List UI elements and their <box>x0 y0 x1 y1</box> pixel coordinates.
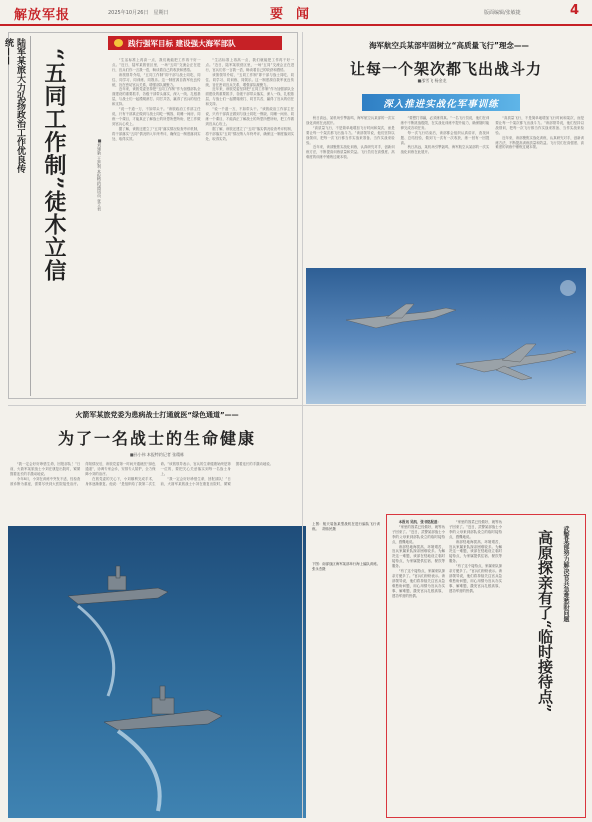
jets-caption: 上图：航天装备某型战机在进行编队飞行训练。 胡伟民摄 <box>312 522 380 531</box>
article1-paragraph: “生活标准上再高一点，我们就能把工作再干好一点。”近日，陆军某旅营区里，一场“五同”交流会正在进行，官兵们你一言我一语，畅谈着自己的收获和感悟。 <box>112 58 201 72</box>
article4-paragraph: “有了这个接待点，家属来队探亲方便多了。”官兵们纷纷表示。该部领导说，他们将持续关注官兵急难愁盼问题，用心用情为官兵办实事、解难题，激发官兵扎根高原、建功军营的热情。 <box>449 564 502 593</box>
article3-kicker: 火箭军某旅党委为患病战士打通就医“绿色通道”—— <box>75 411 239 419</box>
fighter-jets-illustration <box>306 268 586 404</box>
row-divider <box>8 405 586 406</box>
ships-caption: 下图：南部战区海军某部举行海上编队训练。 张永杰摄 <box>312 562 384 571</box>
article3-byline: ■孙小伟 本报特约记者 张精栋 <box>129 452 185 457</box>
article1-paragraph: 该旅领导介绍，“五同工作制”即干部与战士同吃、同住、同学习、同训练、同娱乐。这一制度源自我军优良传统，旨在密切官兵关系，增强部队凝聚力。 <box>205 72 294 87</box>
column-divider <box>302 32 303 818</box>
article3-paragraph: 在旅党委的关心下，小刘顺利完成手术，身体逐渐康复。他说：“是组织给了我第二次生命。”该旅领导表示，官兵的生命健康始终是第一位的，要把关心关爱落实到每一名战士身上。 <box>85 462 231 486</box>
article2-paragraph: “要想打得赢，必须练得真。”一名飞行员说，他们在训练中不断挑战极限，在实战化训练中提升能力，确保随时能够完成各项任务。 <box>400 116 490 130</box>
newspaper-logo: 解放军报 <box>14 8 71 23</box>
article3-paragraph: “我一定会好好珍惜生命，回报部队！”日前，火箭军某旅战士小刘在康复出院时，紧紧握着连长的手激动地说。 <box>160 462 274 486</box>
article1-headline: “五同工作制”徒木立信 <box>41 48 67 283</box>
article4-paragraph: “家里的饭菜已经做好，就等孩子回来了。”近日，武警某部战士小李的父母来到部队设立的临时接待点，感慨地说。 <box>392 524 445 544</box>
article1-byline: ■刘建新 王洪利 本报特约通讯员 张立君 <box>97 138 102 211</box>
article2-paragraph: 秋日高远，某机场引擎轰鸣，海军航空兵某部的一次实战化训练在此展开。 <box>306 116 395 125</box>
article2-paragraph: “高质量飞行，不是简单地增加飞行时间和架次，而是要让每一个架次都飞出战斗力。”该部领导说，他们坚持以战领训，把每一次飞行都当作实战来准备、当作实战来检验。 <box>306 125 395 145</box>
article3-body <box>10 462 306 524</box>
article2-paragraph: 每一次飞行结束后，该部都会组织认真讲评，查找问题、总结经验，做到飞一次有一次收获，练一回有一回提高。 <box>400 130 490 145</box>
article4-paragraph: “家里的饭菜已经做好，就等孩子回来了。”近日，武警某部战士小李的父母来到部队设立的临时接待点，感慨地说。 <box>449 520 502 539</box>
kicker-rule <box>30 36 31 396</box>
warships-photo <box>8 526 306 818</box>
article4-byline: 本报讯 吴凯、张书铭报道： <box>398 520 441 524</box>
article4-headline: 高原探亲有了“临时接待点” <box>536 530 554 713</box>
article4-body <box>392 520 502 812</box>
page-number: 4 <box>570 3 580 18</box>
article2-paragraph: 近年来，该部聚焦实战化训练，认真研究对手，创新训练方法，不断提高训练质量和效益。飞行员们在高强度、高难度的训练中锤炼过硬本领。 <box>306 145 395 160</box>
article1-paragraph: 近年来，该旅党委坚持把“五同工作制”作为加强部队全面建设的重要抓手，各级干部带头落实，深入一线、扎根基层，与战士们一起摸爬滚打、同甘共苦，赢得了官兵的信任和支持。 <box>112 87 201 107</box>
article4-kicker: 武警某部努力解决官兵急难愁盼问题 <box>562 526 569 622</box>
article2-headline: 让每一个架次都飞出战斗力 <box>349 60 542 78</box>
banner-text: 践行强军目标 建设强大海军部队 <box>128 38 236 48</box>
masthead <box>0 0 592 26</box>
article1-paragraph: 据了解，该旅还建立了“五同”落实情况检查考评机制，将干部落实“五同”情况纳入年终考评，确保这一制度落到实处、取得实效。 <box>112 126 201 141</box>
article1-body <box>112 58 294 396</box>
article2-byline: ■邵雪飞 杨金龙 <box>417 78 447 83</box>
article3-paragraph: 今年8月，小刘在训练中突发不适，经检查被诊断为重症，需要尽快到大医院接受治疗。得知情况后，该旅党委第一时间开通就医“绿色通道”，协调专家会诊，安排专人陪护，全力保障小刘的治疗。 <box>10 462 156 486</box>
page-editor: 版面编辑/张敏捷 <box>484 10 521 16</box>
article1-paragraph: 近年来，该旅党委坚持把“五同工作制”作为加强部队全面建设的重要抓手，各级干部带头落实，深入一线、扎根基层，与战士们一起摸爬滚打、同甘共苦，赢得了官兵的信任和支持。 <box>205 87 294 107</box>
article3-paragraph: “我一定会好好珍惜生命，回报部队！”日前，火箭军某旅战士小刘在康复出院时，紧紧握着连长的手激动地说。 <box>10 462 81 476</box>
article1-paragraph: “生活标准上再高一点，我们就能把工作再干好一点。”近日，陆军某旅营区里，一场“五同”交流会正在进行，官兵们你一言我一语，畅谈着自己的收获和感悟。 <box>205 58 294 72</box>
training-tag-banner: 深入推进实战化军事训练 <box>362 94 520 111</box>
warships-illustration <box>8 526 306 818</box>
article3-headline: 为了一名战士的生命健康 <box>57 429 256 448</box>
article4-paragraph: 该部驻地海拔高、环境艰苦，官兵家属来队探亲困难较多。为解决这一难题，该部在驻地设立临时接待点，为家属提供住宿、餐饮等服务。 <box>449 539 502 564</box>
article4-paragraph: 该部驻地海拔高、环境艰苦，官兵家属来队探亲困难较多。为解决这一难题，该部在驻地设立临时接待点，为家属提供住宿、餐饮等服务。 <box>392 544 445 569</box>
article1-kicker: 陆军某旅大力弘扬政治工作优良传统—— <box>3 38 25 173</box>
article1-paragraph: 该旅领导介绍，“五同工作制”即干部与战士同吃、同住、同学习、同训练、同娱乐。这一制度源自我军优良传统，旨在密切官兵关系，增强部队凝聚力。 <box>112 72 201 87</box>
fighter-jets-photo <box>306 268 586 404</box>
article1-paragraph: 据了解，该旅还建立了“五同”落实情况检查考评机制，将干部落实“五同”情况纳入年终考评，确保这一制度落到实处、取得实效。 <box>205 126 294 141</box>
article1-paragraph: “说一千道一万，不如带头干。”该旅政治工作部主任说，只有干部真正做到与战士同吃一锅饭、同睡一间房、同练一个课目，才能真正了解战士的所思所想所盼，把工作做到官兵心坎上。 <box>205 107 294 126</box>
article1-title <box>40 48 88 378</box>
article2-kicker: 海军航空兵某部牢固树立“高质量飞行”理念—— <box>369 41 529 50</box>
article2-body <box>306 116 584 262</box>
article1-paragraph: “说一千道一万，不如带头干。”该旅政治工作部主任说，只有干部真正做到与战士同吃一锅饭、同睡一间房、同练一个课目，才能真正了解战士的所思所想所盼，把工作做到官兵心坎上。 <box>112 107 201 126</box>
issue-date: 2025年10月26日 星期日 <box>108 10 169 16</box>
article2-paragraph: 秋日高远，某机场引擎轰鸣，海军航空兵某部的一次实战化训练在此展开。 <box>400 145 490 155</box>
article2-paragraph: “高质量飞行，不是简单地增加飞行时间和架次，而是要让每一个架次都飞出战斗力。”该部领导说，他们坚持以战领训，把每一次飞行都当作实战来准备、当作实战来检验。 <box>495 116 584 135</box>
article2-paragraph: 近年来，该部聚焦实战化训练，认真研究对手，创新训练方法，不断提高训练质量和效益。飞行员们在高强度、高难度的训练中锤炼过硬本领。 <box>495 135 584 150</box>
section-title: 要 闻 <box>270 7 310 22</box>
article4-paragraph: “有了这个接待点，家属来队探亲方便多了。”官兵们纷纷表示。该部领导说，他们将持续关注官兵急难愁盼问题，用心用情为官兵办实事、解难题，激发官兵扎根高原、建功军营的热情。 <box>392 569 445 598</box>
